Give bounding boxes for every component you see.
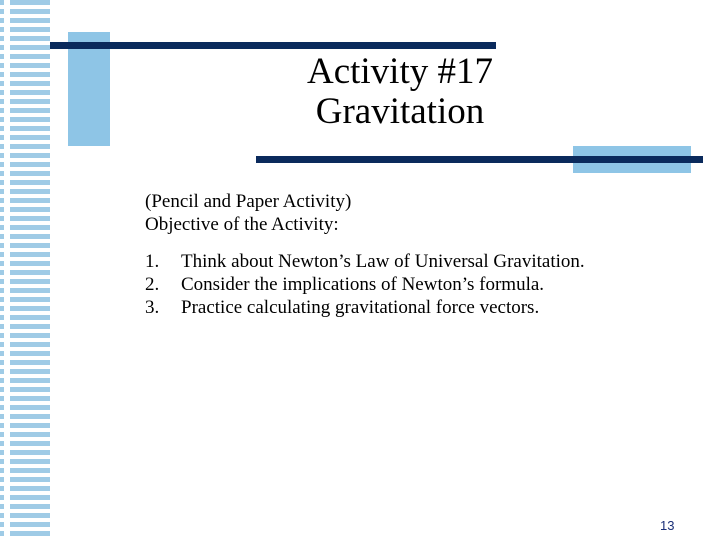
title-rule-bottom bbox=[256, 156, 703, 163]
title-line-2: Gravitation bbox=[315, 91, 485, 132]
objectives-list bbox=[145, 250, 685, 319]
list-item bbox=[145, 273, 685, 296]
slide-title bbox=[200, 52, 600, 132]
intro-line-2: Objective of the Activity: bbox=[145, 214, 339, 235]
list-item-text: Think about Newton’s Law of Universal Gravitation. bbox=[181, 251, 585, 272]
list-item bbox=[145, 296, 685, 319]
list-item bbox=[145, 250, 685, 273]
list-item-number: 1. bbox=[145, 251, 160, 272]
title-rule-top bbox=[50, 42, 496, 49]
page-number: 13 bbox=[660, 518, 675, 533]
slide-body bbox=[145, 190, 685, 319]
list-item-number: 3. bbox=[145, 297, 160, 318]
list-item-text: Practice calculating gravitational force vectors. bbox=[181, 297, 540, 318]
intro-line-1: (Pencil and Paper Activity) bbox=[145, 191, 352, 212]
decorative-stripe-panel bbox=[0, 0, 50, 540]
list-item-text: Consider the implications of Newton’s formula. bbox=[181, 274, 545, 295]
accent-block-top bbox=[68, 32, 110, 146]
title-line-1: Activity #17 bbox=[306, 51, 493, 92]
list-item-number: 2. bbox=[145, 274, 160, 295]
